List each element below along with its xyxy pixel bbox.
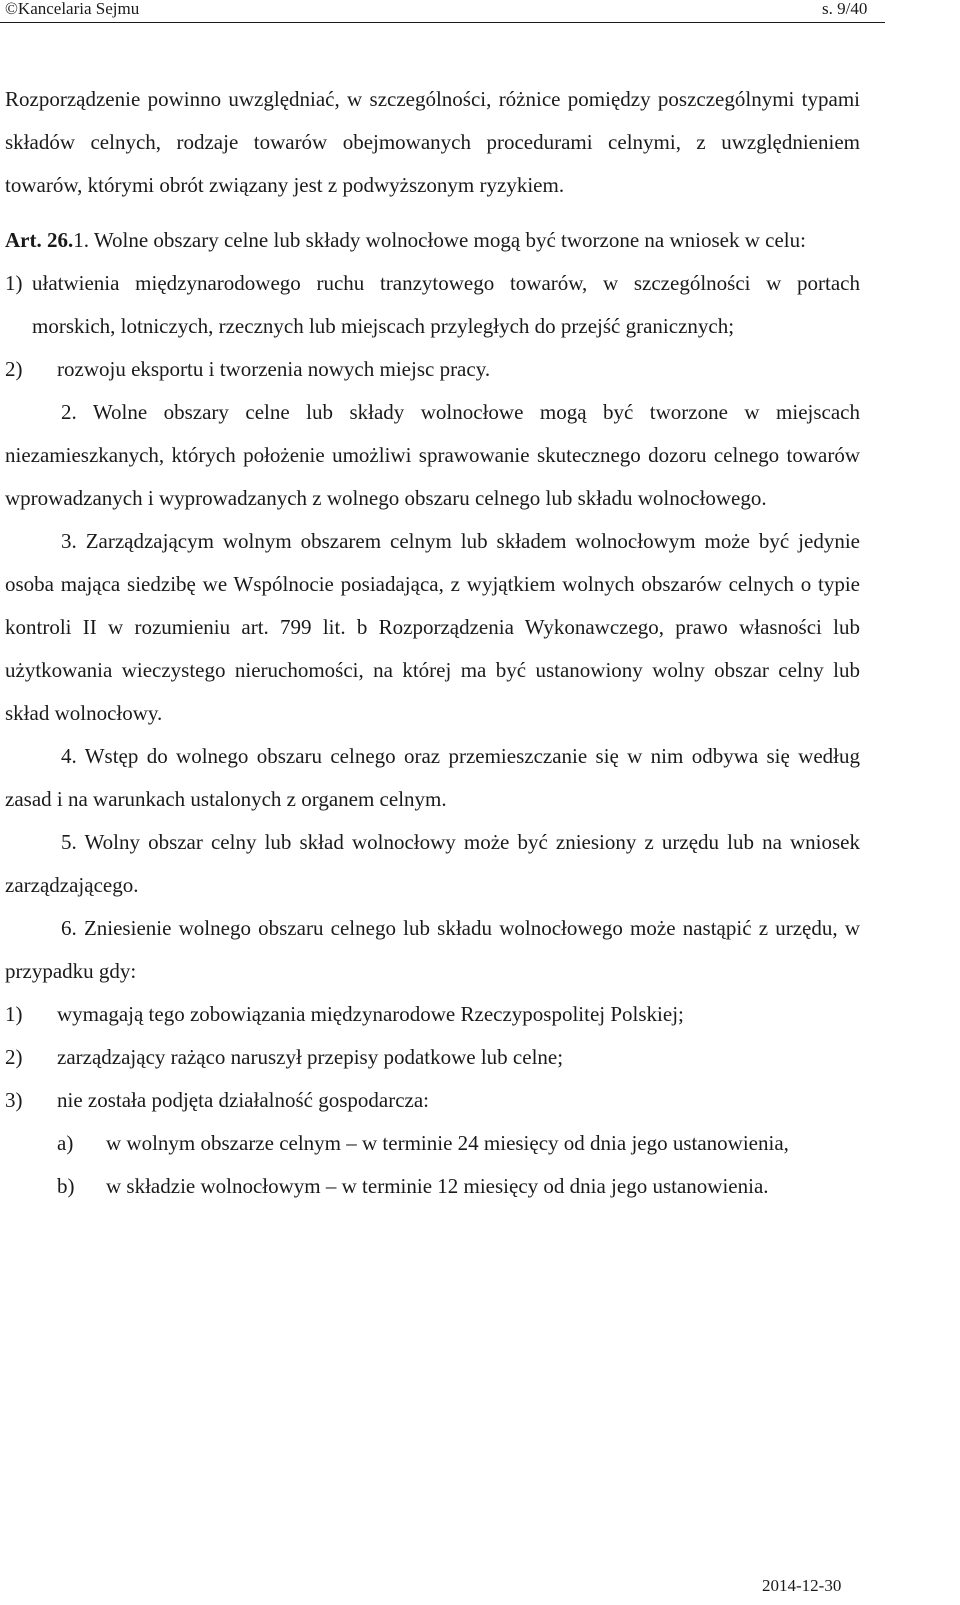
paragraph-text: Wolne obszary celne lub składy wolnocłowe mogą być tworzone w miejscach niezamieszkanych, których położenie umożliwi sprawowanie skutecznego dozoru celnego towarów wprowadzanych i wyprowadzanych z wolnego obszaru celnego lub składu wolnocłowego. <box>5 400 860 510</box>
page-footer-date: 2014-12-30 <box>762 1576 842 1595</box>
article-label: Art. 26. <box>5 228 74 252</box>
paragraph-number: 5. <box>61 830 77 854</box>
list-item-text <box>5 262 860 348</box>
list-item <box>5 262 860 348</box>
art-26-paragraph-6 <box>5 907 860 993</box>
paragraph-text: Zarządzającym wolnym obszarem celnym lub składem wolnocłowym może być jedynie osoba mająca siedzibę we Wspólnocie posiadająca, z wyjątkiem wolnych obszarów celnych o typie kontroli II w rozumieniu art. 799 lit. b Rozporządzenia Wykonawczego, prawo własności lub użytkowania wieczystego nieruchomości, na której ma być ustanowiony wolny obszar celny lub skład wolnocłowy. <box>5 529 860 725</box>
art-26-paragraph-2 <box>5 391 860 520</box>
paragraph-text: Wstęp do wolnego obszaru celnego oraz przemieszczanie się w nim odbywa się według zasad i na warunkach ustalonych z organem celnym. <box>5 744 860 811</box>
sub-list-item-letter: b) <box>57 1174 75 1198</box>
paragraph-number: 6. <box>61 916 77 940</box>
paragraph-text: Zniesienie wolnego obszaru celnego lub składu wolnocłowego może nastąpić z urzędu, w przypadku gdy: <box>5 916 860 983</box>
list-item-text: rozwoju eksportu i tworzenia nowych miejsc pracy. <box>57 357 491 381</box>
page-header <box>0 0 885 23</box>
sub-list-item-text: w wolnym obszarze celnym – w terminie 24 miesięcy od dnia jego ustanowienia, <box>106 1131 789 1155</box>
list-item-number: 2) <box>5 1045 23 1069</box>
list-item-text: nie została podjęta działalność gospodarcza: <box>57 1088 430 1112</box>
paragraph-text: Wolne obszary celne lub składy wolnocłowe mogą być tworzone na wniosek w celu: <box>93 228 806 252</box>
art-26-paragraph-5 <box>5 821 860 907</box>
list-item-number: 1) <box>5 271 23 295</box>
list-item-number: 1) <box>5 1002 23 1026</box>
paragraph-number: 2. <box>61 400 77 424</box>
list-item-text-content: ułatwienia międzynarodowego ruchu tranzytowego towarów, w szczególności w portach morskich, lotniczych, rzecznych lub miejscach przyległych do przejść granicznych; <box>32 271 860 338</box>
paragraph-number: 1. <box>73 228 89 252</box>
list-item <box>5 1036 860 1079</box>
art-26-paragraph-3 <box>5 520 860 735</box>
paragraph-text: Wolny obszar celny lub skład wolnocłowy może być zniesiony z urzędu lub na wniosek zarządzającego. <box>5 830 861 897</box>
sub-list-item <box>5 1165 860 1208</box>
header-page-number: s. 9/40 <box>822 0 868 18</box>
sub-list-item <box>5 1122 860 1165</box>
sub-list-item-text: w składzie wolnocłowym – w terminie 12 miesięcy od dnia jego ustanowienia. <box>106 1174 769 1198</box>
list-item <box>5 348 860 391</box>
header-copyright: ©Kancelaria Sejmu <box>5 0 140 18</box>
list-item-number: 3) <box>5 1088 23 1112</box>
list-item <box>5 993 860 1036</box>
art-26-paragraph-4 <box>5 735 860 821</box>
sub-list-item-letter: a) <box>57 1131 74 1155</box>
art-26-paragraph-1 <box>5 219 860 262</box>
list-item <box>5 1079 860 1122</box>
document-body <box>5 78 860 1208</box>
list-item-text: wymagają tego zobowiązania międzynarodowe Rzeczypospolitej Polskiej; <box>57 1002 684 1026</box>
list-item-text: zarządzający rażąco naruszył przepisy podatkowe lub celne; <box>57 1045 564 1069</box>
paragraph-number: 4. <box>61 744 77 768</box>
list-item-number: 2) <box>5 357 23 381</box>
paragraph-number: 3. <box>61 529 77 553</box>
intro-paragraph: Rozporządzenie powinno uwzględniać, w szczególności, różnice pomiędzy poszczególnymi typami składów celnych, rodzaje towarów obejmowanych procedurami celnymi, z uwzględnieniem towarów, którymi obrót związany jest z podwyższonym ryzykiem. <box>5 87 860 197</box>
